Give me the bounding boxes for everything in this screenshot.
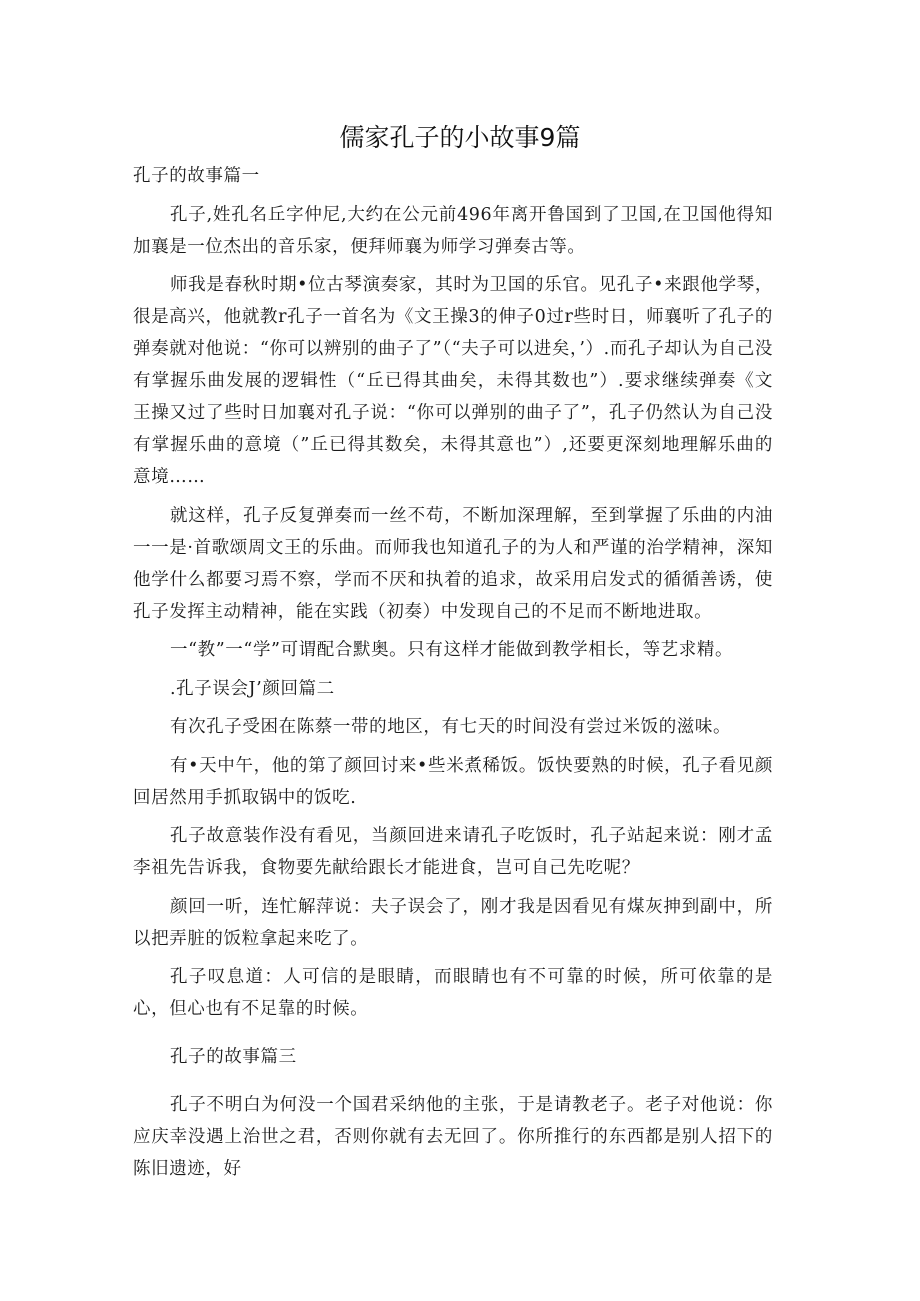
paragraph: 孔子故意装作没有看见，当颜回进来请孔子吃饭时，孔子站起来说：刚才孟李祖先告诉我，食物要先献给跟长才能进食，岂可自己先吃呢？ bbox=[133, 826, 773, 878]
section-heading-2: .孔子误会J’颜回篇二 bbox=[170, 678, 335, 699]
paragraph: 就这样，孔子反复弹奏而一丝不苟，不断加深理解，至到掌握了乐曲的内油一一是·首歌颂周文王的乐曲。而师我也知道孔子的为人和严谨的治学精神，深知他学什么都要习焉不察，学而不厌和执着的追求，故采用启发式的循循善诱，使孔子发挥主动精神，能在实践（初奏）中发现自己的不足而不断地进取。 bbox=[133, 505, 773, 622]
document-body bbox=[133, 160, 773, 1192]
paragraph: 有•天中午，他的第了颜回讨来•些米煮稀饭。饭快要熟的时候，孔子看见颜回居然用手抓取锅中的饭吃. bbox=[133, 755, 773, 808]
paragraph: 师我是春秋时期•位古琴演奏家，其时为卫国的乐官。见孔子•来跟他学琴，很是高兴，他就教r孔子一首名为《文王操3的伸子0过r些时日，师襄听了孔子的弹奏就对他说：“你可以辨别的曲子了”（“夫子可以进矣，’）.而孔子却认为自己没有掌握乐曲发展的逻辑性（“丘已得其曲矣，未得其数也”）.要求继续弹奏《文王操又过了些时日加襄对孔子说：“你可以弹别的曲子了”，孔子仍然认为自己没有掌握乐曲的意境（”丘已得其数矣，未得其意也”）,还要更深刻地理解乐曲的意境…… bbox=[133, 275, 773, 487]
paragraph: 一“教”一“学”可谓配合默奥。只有这样才能做到教学相长，等艺求精。 bbox=[170, 640, 734, 660]
document-title: 儒家孔子的小故事9篇 bbox=[339, 123, 581, 152]
section-heading-3: 孔子的故事篇三 bbox=[170, 1047, 297, 1067]
paragraph: 孔子叹息道：人可信的是眼睛，而眼睛也有不可靠的时候，所可依靠的是心，但心也有不足靠的时候。 bbox=[133, 967, 773, 1019]
paragraph: 颜回一听，连忙解萍说：夫子误会了，刚才我是因看见有煤灰抻到副中，所以把弄脏的饭粒拿起来吃了。 bbox=[133, 896, 773, 949]
paragraph: 孔子不明白为何没一个国君采纳他的主张，于是请教老子。老子对他说：你应庆幸没遇上治世之君，否则你就有去无回了。你所推行的东西都是别人招下的陈旧遗迹，好 bbox=[133, 1095, 773, 1179]
paragraph: 有次孔子受困在陈蔡一带的地区，有七天的时间没有尝过米饭的滋味。 bbox=[170, 717, 732, 737]
paragraph: 孔子,姓孔名丘字仲尼,大约在公元前496年离开鲁国到了卫国,在卫国他得知加襄是一位杰出的音乐家，便拜师襄为师学习弹奏古等。 bbox=[133, 204, 773, 257]
section-heading-1: 孔子的故事篇一 bbox=[133, 166, 260, 186]
